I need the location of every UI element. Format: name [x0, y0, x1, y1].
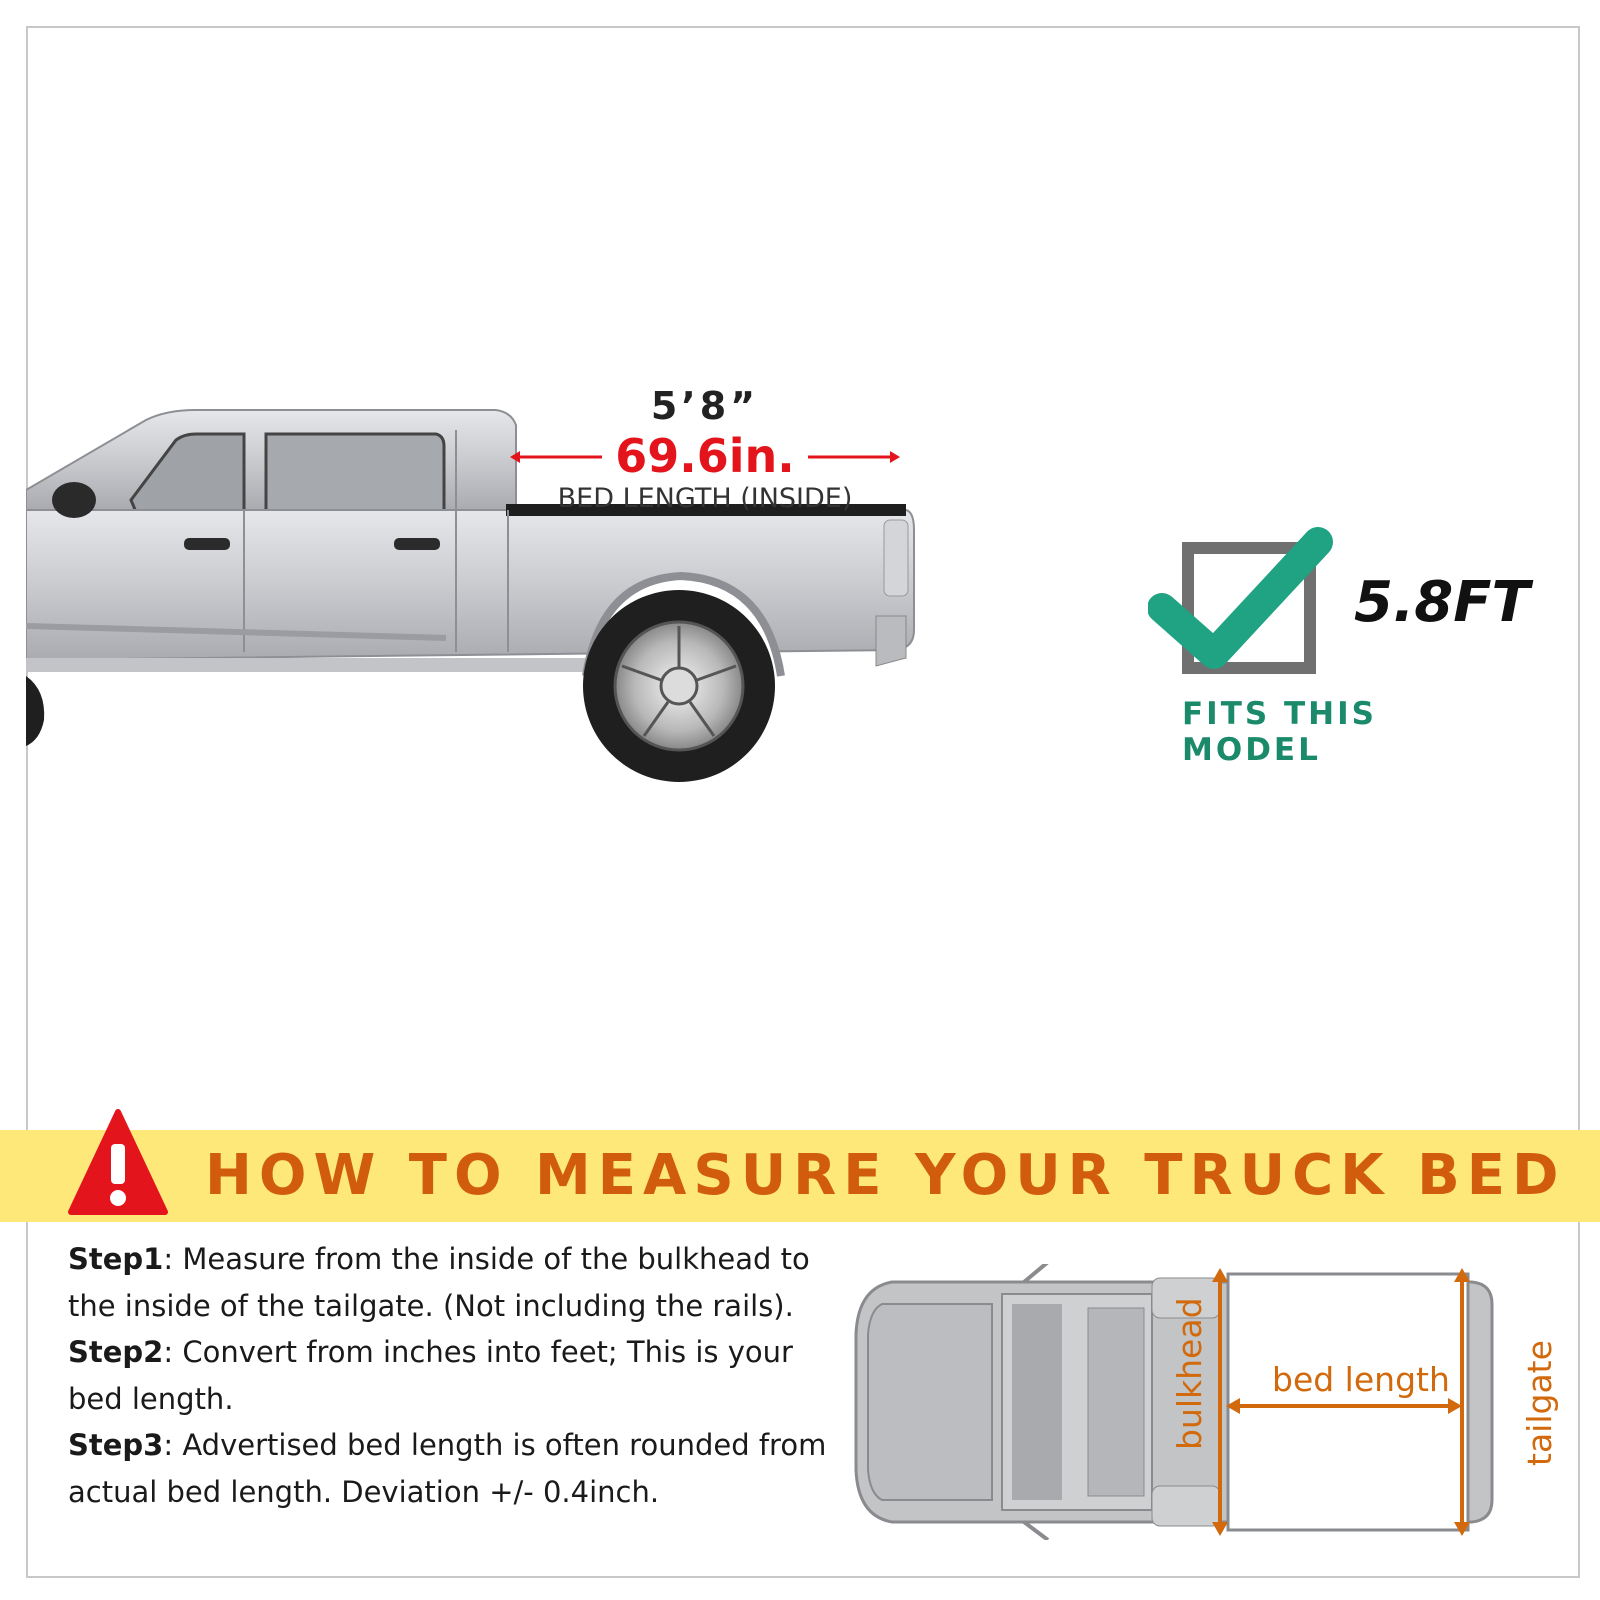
step-3-label: Step3	[68, 1428, 164, 1462]
step-2	[68, 1329, 828, 1422]
measure-steps	[68, 1236, 828, 1515]
bed-length-feet: 5’8”	[650, 384, 760, 428]
bulkhead-label: bulkhead	[1170, 1297, 1209, 1450]
step-1-text: : Measure from the inside of the bulkhead to the inside of the tailgate. (Not including the rails).	[68, 1242, 810, 1323]
step-1-label: Step1	[68, 1242, 164, 1276]
bed-length-inches: 69.6in.	[615, 429, 795, 483]
warning-icon	[68, 1108, 168, 1220]
bed-length-measurement	[510, 384, 900, 516]
step-2-label: Step2	[68, 1335, 164, 1369]
bed-length-inches-row	[510, 428, 900, 484]
fit-badge	[1148, 520, 1530, 768]
bed-length-label: BED LENGTH (INSIDE)	[557, 483, 853, 514]
step-3	[68, 1422, 828, 1515]
step-3-text: : Advertised bed length is often rounded from actual bed length. Deviation +/- 0.4inch.	[68, 1428, 827, 1509]
fits-label: FITS THIS MODEL	[1182, 696, 1377, 768]
tailgate-label: tailgate	[1520, 1340, 1559, 1466]
right-arrow-icon	[808, 450, 900, 464]
measure-banner	[0, 1130, 1600, 1222]
step-2-text: : Convert from inches into feet; This is your bed length.	[68, 1335, 793, 1416]
checkmark-icon	[1148, 520, 1358, 690]
step-1	[68, 1236, 828, 1329]
bed-length-diagram-label: bed length	[1272, 1360, 1450, 1399]
bed-size: 5.8FT	[1354, 570, 1530, 635]
banner-title: HOW TO MEASURE YOUR TRUCK BED	[205, 1143, 1566, 1208]
